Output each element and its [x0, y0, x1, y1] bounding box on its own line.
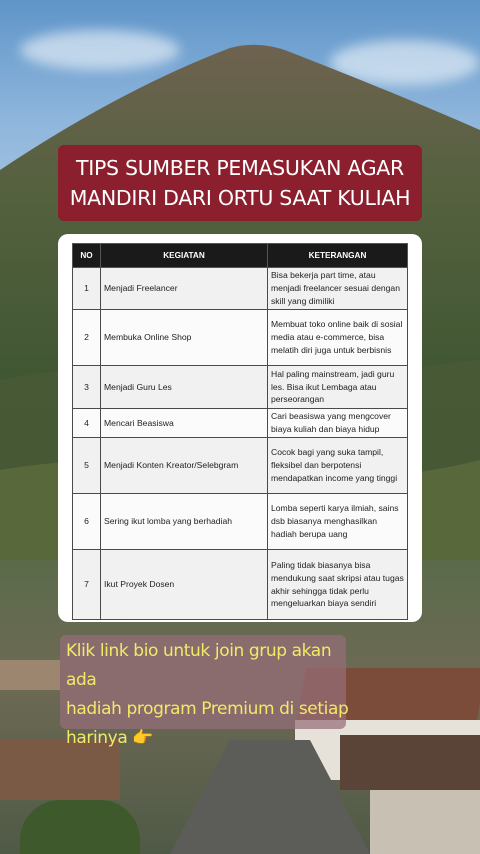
- cta-text: [66, 637, 366, 753]
- row-keterangan: Bisa bekerja part time, atau menjadi freelancer sesuai dengan skill yang dimiliki: [268, 268, 408, 310]
- row-kegiatan: Sering ikut lomba yang berhadiah: [101, 494, 268, 550]
- row-no: 6: [73, 494, 101, 550]
- header-no: NO: [73, 244, 101, 268]
- house-wall: [370, 790, 480, 854]
- row-no: 1: [73, 268, 101, 310]
- row-keterangan: Paling tidak biasanya bisa mendukung saat skripsi atau tugas akhir sehingga tidak perlu mengeluarkan biaya sendiri: [268, 550, 408, 620]
- table-row: [73, 550, 408, 620]
- cta-line-3: harinya 👉: [66, 728, 154, 748]
- table-row: [73, 310, 408, 366]
- tips-card: [58, 234, 422, 622]
- cta-line-1: Klik link bio untuk join grup akan ada: [66, 641, 332, 690]
- row-kegiatan: Ikut Proyek Dosen: [101, 550, 268, 620]
- row-kegiatan: Mencari Beasiswa: [101, 409, 268, 438]
- tree: [20, 800, 140, 854]
- tips-table: [72, 243, 408, 620]
- cta-line-2: hadiah program Premium di setiap: [66, 699, 349, 719]
- row-kegiatan: Menjadi Konten Kreator/Selebgram: [101, 438, 268, 494]
- header-kegiatan: KEGIATAN: [101, 244, 268, 268]
- row-keterangan: Hal paling mainstream, jadi guru les. Bisa ikut Lembaga atau perseorangan: [268, 366, 408, 409]
- row-kegiatan: Menjadi Guru Les: [101, 366, 268, 409]
- table-header-row: [73, 244, 408, 268]
- row-no: 7: [73, 550, 101, 620]
- row-keterangan: Cocok bagi yang suka tampil, fleksibel dan berpotensi mendapatkan income yang tinggi: [268, 438, 408, 494]
- table-row: [73, 494, 408, 550]
- pointing-hand-icon: 👉: [132, 728, 154, 748]
- row-no: 4: [73, 409, 101, 438]
- row-no: 3: [73, 366, 101, 409]
- row-keterangan: Lomba seperti karya ilmiah, sains dsb biasanya menghasilkan hadiah berupa uang: [268, 494, 408, 550]
- table-row: [73, 409, 408, 438]
- row-keterangan: Membuat toko online baik di sosial media atau e-commerce, bisa melatih diri juga untuk berbisnis: [268, 310, 408, 366]
- row-no: 5: [73, 438, 101, 494]
- header-keterangan: KETERANGAN: [268, 244, 408, 268]
- row-kegiatan: Membuka Online Shop: [101, 310, 268, 366]
- row-kegiatan: Menjadi Freelancer: [101, 268, 268, 310]
- table-row: [73, 268, 408, 310]
- title-line-2: MANDIRI DARI ORTU SAAT KULIAH: [69, 186, 411, 210]
- table-row: [73, 438, 408, 494]
- table-row: [73, 366, 408, 409]
- title-banner: [58, 145, 422, 221]
- roof: [0, 660, 60, 690]
- row-keterangan: Cari beasiswa yang mengcover biaya kuliah dan biaya hidup: [268, 409, 408, 438]
- row-no: 2: [73, 310, 101, 366]
- title-line-1: TIPS SUMBER PEMASUKAN AGAR: [76, 156, 404, 180]
